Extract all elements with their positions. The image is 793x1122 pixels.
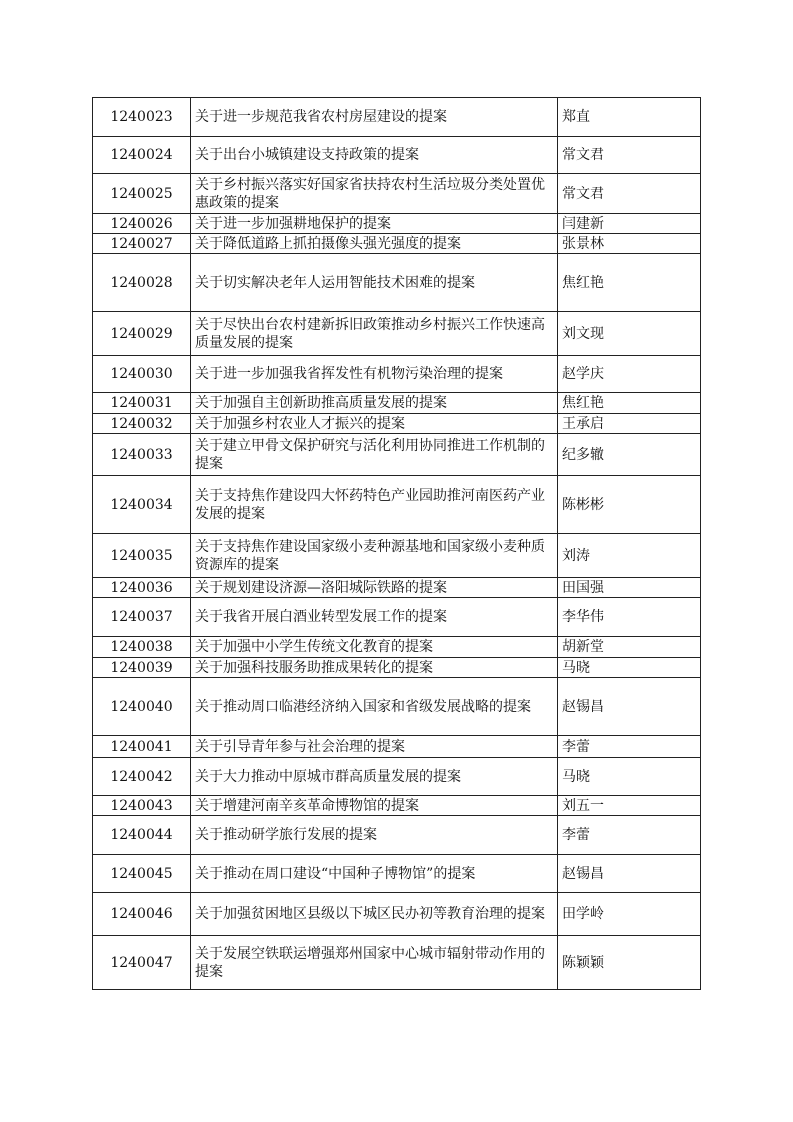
proposal-id-cell: 1240031 xyxy=(93,393,191,414)
table-row xyxy=(93,598,701,637)
table-row xyxy=(93,736,701,758)
proposer-cell: 赵锡昌 xyxy=(558,678,701,736)
proposer-cell: 焦红艳 xyxy=(558,393,701,414)
proposal-title-cell: 关于大力推动中原城市群高质量发展的提案 xyxy=(191,758,558,796)
table-row xyxy=(93,534,701,578)
table-row xyxy=(93,678,701,736)
table-row xyxy=(93,658,701,678)
proposal-title-cell: 关于规划建设济源—洛阳城际铁路的提案 xyxy=(191,578,558,598)
proposer-cell: 刘文现 xyxy=(558,312,701,356)
table-row xyxy=(93,254,701,312)
proposer-cell: 张景林 xyxy=(558,234,701,254)
proposal-id-cell: 1240038 xyxy=(93,637,191,658)
proposer-cell: 王承启 xyxy=(558,414,701,434)
proposal-id-cell: 1240042 xyxy=(93,758,191,796)
proposer-cell: 马晓 xyxy=(558,658,701,678)
proposal-id-cell: 1240044 xyxy=(93,816,191,855)
table-row xyxy=(93,312,701,356)
table-row xyxy=(93,393,701,414)
proposal-id-cell: 1240030 xyxy=(93,356,191,393)
proposal-title-cell: 关于发展空铁联运增强郑州国家中心城市辐射带动作用的提案 xyxy=(191,936,558,990)
table-row xyxy=(93,98,701,137)
table-row xyxy=(93,174,701,214)
proposer-cell: 常文君 xyxy=(558,174,701,214)
proposal-id-cell: 1240039 xyxy=(93,658,191,678)
proposal-title-cell: 关于加强贫困地区县级以下城区民办初等教育治理的提案 xyxy=(191,893,558,936)
proposal-title-cell: 关于建立甲骨文保护研究与活化利用协同推进工作机制的提案 xyxy=(191,434,558,476)
proposer-cell: 常文君 xyxy=(558,137,701,174)
proposal-id-cell: 1240041 xyxy=(93,736,191,758)
proposal-id-cell: 1240040 xyxy=(93,678,191,736)
proposal-id-cell: 1240028 xyxy=(93,254,191,312)
proposer-cell: 纪多辙 xyxy=(558,434,701,476)
proposal-title-cell: 关于增建河南辛亥革命博物馆的提案 xyxy=(191,796,558,816)
proposal-title-cell: 关于支持焦作建设四大怀药特色产业园助推河南医药产业发展的提案 xyxy=(191,476,558,534)
proposal-id-cell: 1240045 xyxy=(93,855,191,893)
proposal-id-cell: 1240047 xyxy=(93,936,191,990)
proposal-id-cell: 1240033 xyxy=(93,434,191,476)
proposal-title-cell: 关于我省开展白酒业转型发展工作的提案 xyxy=(191,598,558,637)
table-row xyxy=(93,816,701,855)
proposal-id-cell: 1240024 xyxy=(93,137,191,174)
table-row xyxy=(93,214,701,234)
proposal-id-cell: 1240043 xyxy=(93,796,191,816)
proposal-id-cell: 1240025 xyxy=(93,174,191,214)
proposal-title-cell: 关于乡村振兴落实好国家省扶持农村生活垃圾分类处置优惠政策的提案 xyxy=(191,174,558,214)
proposal-id-cell: 1240026 xyxy=(93,214,191,234)
proposal-title-cell: 关于推动研学旅行发展的提案 xyxy=(191,816,558,855)
table-row xyxy=(93,893,701,936)
proposer-cell: 田国强 xyxy=(558,578,701,598)
table-row xyxy=(93,936,701,990)
proposal-table-body xyxy=(93,98,701,990)
proposer-cell: 胡新堂 xyxy=(558,637,701,658)
proposal-id-cell: 1240046 xyxy=(93,893,191,936)
table-row xyxy=(93,758,701,796)
proposer-cell: 马晓 xyxy=(558,758,701,796)
table-row xyxy=(93,855,701,893)
proposal-id-cell: 1240027 xyxy=(93,234,191,254)
proposal-id-cell: 1240034 xyxy=(93,476,191,534)
proposer-cell: 刘涛 xyxy=(558,534,701,578)
proposal-title-cell: 关于切实解决老年人运用智能技术困难的提案 xyxy=(191,254,558,312)
proposer-cell: 李蕾 xyxy=(558,736,701,758)
proposal-title-cell: 关于引导青年参与社会治理的提案 xyxy=(191,736,558,758)
proposal-id-cell: 1240029 xyxy=(93,312,191,356)
proposal-id-cell: 1240037 xyxy=(93,598,191,637)
proposer-cell: 田学岭 xyxy=(558,893,701,936)
proposer-cell: 李蕾 xyxy=(558,816,701,855)
proposal-title-cell: 关于尽快出台农村建新拆旧政策推动乡村振兴工作快速高质量发展的提案 xyxy=(191,312,558,356)
table-row xyxy=(93,137,701,174)
proposal-title-cell: 关于出台小城镇建设支持政策的提案 xyxy=(191,137,558,174)
proposer-cell: 李华伟 xyxy=(558,598,701,637)
proposal-title-cell: 关于推动周口临港经济纳入国家和省级发展战略的提案 xyxy=(191,678,558,736)
proposal-table xyxy=(92,97,701,990)
proposer-cell: 赵学庆 xyxy=(558,356,701,393)
proposal-id-cell: 1240036 xyxy=(93,578,191,598)
table-row xyxy=(93,356,701,393)
proposal-title-cell: 关于进一步加强耕地保护的提案 xyxy=(191,214,558,234)
proposal-title-cell: 关于推动在周口建设“中国种子博物馆”的提案 xyxy=(191,855,558,893)
proposal-title-cell: 关于加强中小学生传统文化教育的提案 xyxy=(191,637,558,658)
table-row xyxy=(93,476,701,534)
proposal-title-cell: 关于支持焦作建设国家级小麦种源基地和国家级小麦种质资源库的提案 xyxy=(191,534,558,578)
table-row xyxy=(93,637,701,658)
table-row xyxy=(93,414,701,434)
proposer-cell: 陈颖颖 xyxy=(558,936,701,990)
proposal-title-cell: 关于进一步加强我省挥发性有机物污染治理的提案 xyxy=(191,356,558,393)
proposal-title-cell: 关于加强科技服务助推成果转化的提案 xyxy=(191,658,558,678)
table-row xyxy=(93,234,701,254)
proposer-cell: 闫建新 xyxy=(558,214,701,234)
table-row xyxy=(93,796,701,816)
proposal-title-cell: 关于加强自主创新助推高质量发展的提案 xyxy=(191,393,558,414)
proposal-id-cell: 1240035 xyxy=(93,534,191,578)
proposal-title-cell: 关于降低道路上抓拍摄像头强光强度的提案 xyxy=(191,234,558,254)
table-row xyxy=(93,434,701,476)
proposer-cell: 赵锡昌 xyxy=(558,855,701,893)
proposer-cell: 焦红艳 xyxy=(558,254,701,312)
proposer-cell: 刘五一 xyxy=(558,796,701,816)
proposal-id-cell: 1240023 xyxy=(93,98,191,137)
table-row xyxy=(93,578,701,598)
proposer-cell: 郑直 xyxy=(558,98,701,137)
proposal-id-cell: 1240032 xyxy=(93,414,191,434)
proposer-cell: 陈彬彬 xyxy=(558,476,701,534)
proposal-title-cell: 关于进一步规范我省农村房屋建设的提案 xyxy=(191,98,558,137)
proposal-title-cell: 关于加强乡村农业人才振兴的提案 xyxy=(191,414,558,434)
